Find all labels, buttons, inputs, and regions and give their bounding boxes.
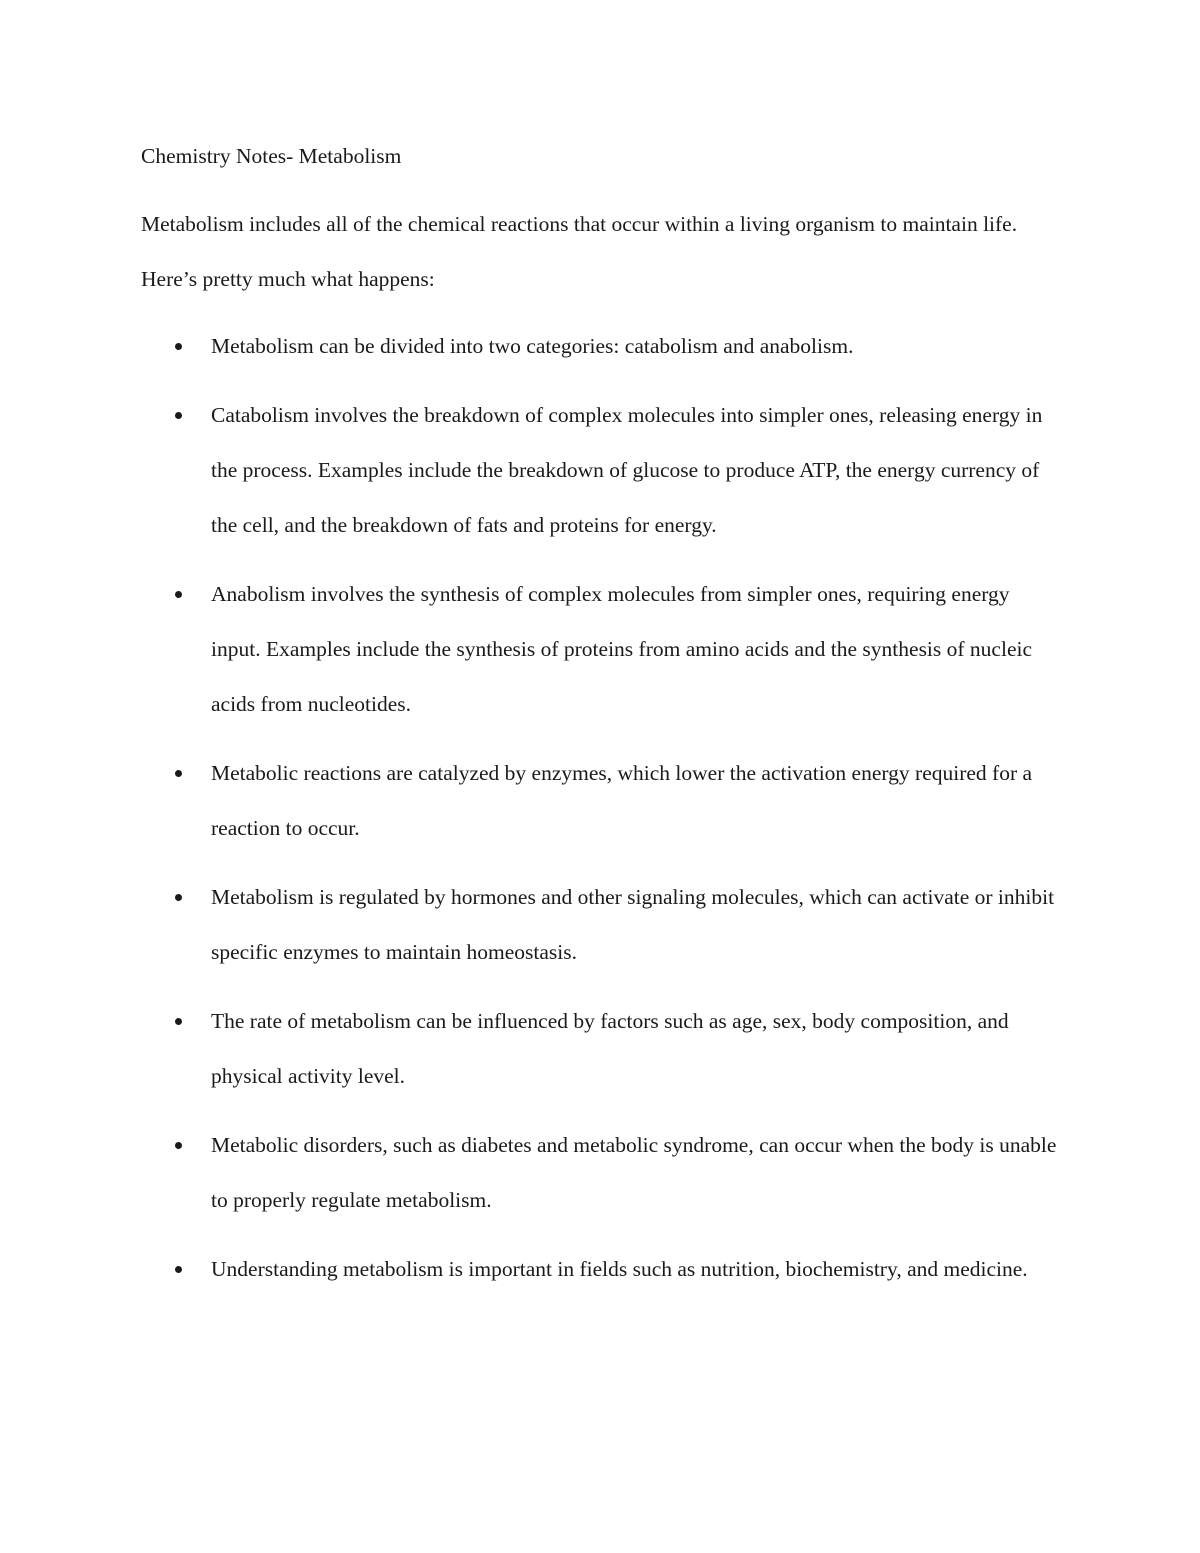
intro-paragraph: Metabolism includes all of the chemical reactions that occur within a living organism to maintain life. Here’s pretty much what happens:	[141, 212, 1018, 291]
bullet-icon	[175, 343, 182, 350]
list-item	[141, 388, 1061, 553]
list-item	[141, 1242, 1061, 1297]
document-title: Chemistry Notes- Metabolism	[141, 144, 402, 168]
list-item-text: Anabolism involves the synthesis of complex molecules from simpler ones, requiring energy input. Examples include the synthesis of proteins from amino acids and the synthesis of nucleic acids from nucleotides.	[211, 582, 1033, 716]
bullet-icon	[175, 412, 182, 419]
list-item-text: Metabolism can be divided into two categories: catabolism and anabolism.	[211, 334, 854, 358]
list-item	[141, 870, 1061, 980]
list-item-text: Metabolism is regulated by hormones and other signaling molecules, which can activate or inhibit specific enzymes to maintain homeostasis.	[211, 885, 1055, 964]
bullet-icon	[175, 1142, 182, 1149]
list-item-text: The rate of metabolism can be influenced by factors such as age, sex, body composition, and physical activity level.	[211, 1009, 1009, 1088]
bullet-icon	[175, 1266, 182, 1273]
document-body	[141, 136, 1061, 1311]
bullet-icon	[175, 770, 182, 777]
list-item-text: Metabolic disorders, such as diabetes and metabolic syndrome, can occur when the body is unable to properly regulate metabolism.	[211, 1133, 1057, 1212]
list-item	[141, 319, 1061, 374]
list-item	[141, 567, 1061, 732]
bullet-icon	[175, 1018, 182, 1025]
list-item-text: Catabolism involves the breakdown of complex molecules into simpler ones, releasing energy in the process. Examples include the breakdown of glucose to produce ATP, the energy currency of the cell, and the breakdown of fats and proteins for energy.	[211, 403, 1043, 537]
bullet-list	[141, 319, 1061, 1297]
bullet-icon	[175, 591, 182, 598]
list-item-text: Understanding metabolism is important in fields such as nutrition, biochemistry, and medicine.	[211, 1257, 1028, 1281]
bullet-icon	[175, 894, 182, 901]
list-item	[141, 1118, 1061, 1228]
list-item-text: Metabolic reactions are catalyzed by enzymes, which lower the activation energy required for a reaction to occur.	[211, 761, 1033, 840]
list-item	[141, 994, 1061, 1104]
list-item	[141, 746, 1061, 856]
